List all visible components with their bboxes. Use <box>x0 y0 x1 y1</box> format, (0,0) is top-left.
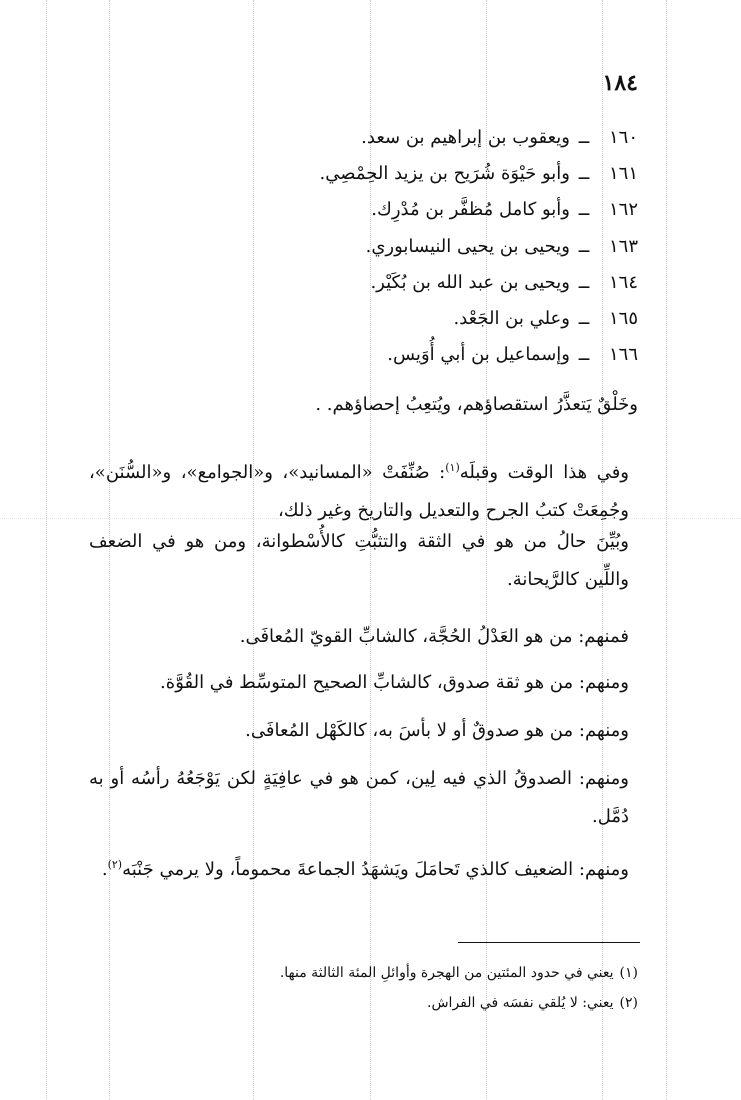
item-text: وأبو كامل مُظفَّر بن مُدْرِك. <box>371 199 570 221</box>
category-truthful <box>89 712 629 750</box>
category-weak <box>89 846 629 889</box>
list-item <box>98 120 638 156</box>
paragraph-rest: : صُنِّفَتْ «المسانيد»، و«الجوامع»، و«السُّنَن»، وجُمِعَتْ كتبُ الجرح والتعديل والتاريخ وغير ذلك، <box>89 462 629 521</box>
category-text: الصدوقُ الذي فيه لِين، كمن هو في عافِيَةٍ لكن يَوْجَعُهُ رأسُه أو به دُمَّل. <box>89 768 629 827</box>
list-item <box>98 192 638 228</box>
category-label: فمنهم: <box>578 626 629 647</box>
category-label: ومنهم: <box>578 859 629 880</box>
category-text: من هو صدوقٌ أو لا بأسَ به، كالكَهْل المُعافَى. <box>245 720 574 741</box>
paragraph-lead: وفي هذا الوقت وقبلَه <box>459 462 630 483</box>
item-number: ١٦٤ <box>608 271 638 293</box>
list-item <box>98 229 638 265</box>
item-text: ويحيى بن عبد الله بن بُكَيْر. <box>370 271 570 293</box>
footnote <box>98 958 638 988</box>
item-text: وإسماعيل بن أبي أُوَيس. <box>387 344 570 366</box>
item-number: ١٦٢ <box>608 199 638 221</box>
category-text: الضعيف كالذي تَحامَلَ ويَشهَدُ الجماعةَ محموماً، ولا يرمي جَنْبَه <box>122 859 574 880</box>
footnote-ref[interactable]: (١) <box>445 461 460 474</box>
list-item <box>98 156 638 192</box>
category-label: ومنهم: <box>578 720 629 741</box>
footnote-number: (٢) <box>619 995 638 1011</box>
item-dash: ــ <box>578 163 590 185</box>
item-dash: ــ <box>578 199 590 221</box>
item-dash: ــ <box>578 271 590 293</box>
footnote-text: يعني: لا يُلقي نفسَه في الفراش. <box>427 995 614 1011</box>
category-text: من هو العَدْلُ الحُجَّة، كالشابِّ القويّ المُعافَى. <box>239 626 573 647</box>
item-number: ١٦١ <box>608 163 638 185</box>
list-item <box>98 265 638 301</box>
sentence-end: . <box>101 859 108 880</box>
category-label: ومنهم: <box>578 768 629 789</box>
footnote-number: (١) <box>619 965 638 981</box>
item-text: ويحيى بن يحيى النيسابوري. <box>365 235 570 257</box>
item-dash: ــ <box>578 344 590 366</box>
footnote-text: يعني في حدود المئتين من الهجرة وأوائلِ المئة الثالثة منها. <box>279 965 614 981</box>
list-item <box>98 337 638 373</box>
category-lenient <box>89 760 629 836</box>
list-item <box>98 301 638 337</box>
item-number: ١٦٦ <box>608 344 638 366</box>
item-number: ١٦٠ <box>608 127 638 148</box>
narrator-list <box>98 120 638 373</box>
footnote <box>98 988 638 1018</box>
page-number: ١٨٤ <box>602 70 638 96</box>
paragraph-era <box>89 449 629 530</box>
closing-line: وخَلْقٌ يَتعذَّرُ استقصاؤهم، ويُتعِبُ إحصاؤهم. . <box>315 394 638 415</box>
category-label: ومنهم: <box>578 672 629 693</box>
item-text: وأبو حَيْوَة شُرَيح بن يزيد الحِمْصِي. <box>319 163 570 185</box>
item-text: ويعقوب بن إبراهيم بن سعد. <box>361 127 570 148</box>
paragraph-clarified: وبُيِّنَ حالُ من هو في الثقة والتثبُّتِ كالأُسْطوانة، ومن هو في الضعف واللِّين كالرَّيحانة. <box>89 531 629 590</box>
footnote-divider <box>458 942 640 943</box>
item-text: وعلي بن الجَعْد. <box>453 307 570 329</box>
footnotes <box>98 958 638 1018</box>
item-dash: ــ <box>578 127 590 148</box>
category-strong <box>89 618 629 656</box>
item-number: ١٦٣ <box>608 235 638 257</box>
item-dash: ــ <box>578 235 590 257</box>
category-text: من هو ثقة صدوق، كالشابِّ الصحيح المتوسِّط في القُوَّة. <box>160 672 574 693</box>
footnote-ref[interactable]: (٢) <box>107 858 123 871</box>
category-trustworthy <box>89 664 629 702</box>
item-dash: ــ <box>578 307 590 329</box>
item-number: ١٦٥ <box>608 307 638 329</box>
